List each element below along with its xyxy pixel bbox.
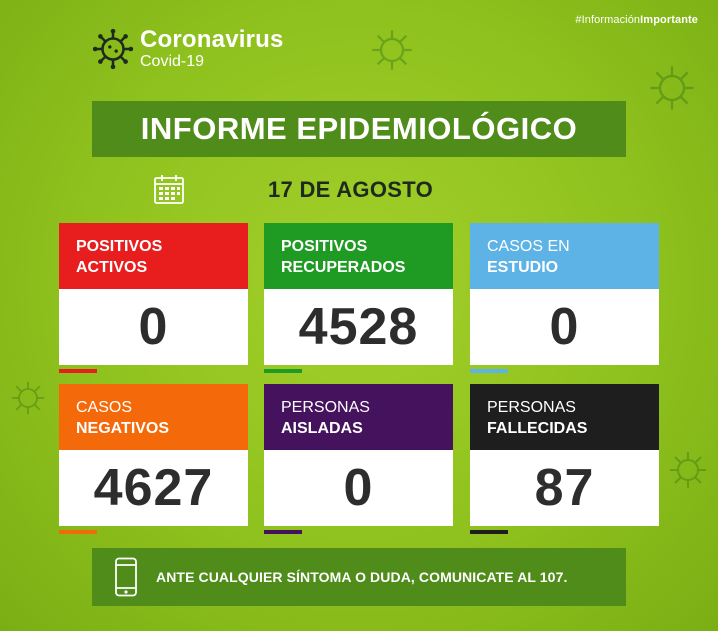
card-header — [264, 384, 453, 450]
calendar-icon — [152, 172, 186, 206]
card-positivos-activos — [59, 223, 248, 365]
card-underline — [470, 530, 508, 534]
card-positivos-recuperados — [264, 223, 453, 365]
card-label-line1: POSITIVOS — [281, 238, 368, 255]
virus-icon — [668, 450, 708, 490]
card-personas-fallecidas — [470, 384, 659, 526]
hashtag-prefix: #Información — [575, 14, 641, 26]
virus-icon — [92, 28, 134, 70]
card-label-line2: AISLADAS — [281, 420, 363, 437]
card-casos-en-estudio — [470, 223, 659, 365]
card-label-line2: RECUPERADOS — [281, 259, 406, 276]
card-underline — [59, 369, 97, 373]
date-row — [152, 172, 186, 206]
hashtag-bold: Importante — [640, 14, 698, 26]
card-value: 0 — [470, 289, 659, 365]
card-label-line1: CASOS EN — [487, 238, 570, 255]
card-personas-aisladas — [264, 384, 453, 526]
card-underline — [264, 369, 302, 373]
card-value: 0 — [59, 289, 248, 365]
brand-title: Coronavirus — [140, 26, 284, 53]
phone-icon — [114, 557, 138, 597]
card-underline — [264, 530, 302, 534]
card-value: 87 — [470, 450, 659, 526]
card-label-line2: FALLECIDAS — [487, 420, 588, 437]
footer-bar — [92, 548, 626, 606]
card-casos-negativos — [59, 384, 248, 526]
virus-icon — [10, 380, 46, 416]
card-label-line1: PERSONAS — [281, 399, 370, 416]
virus-icon — [648, 64, 696, 112]
card-value: 4627 — [59, 450, 248, 526]
card-value: 4528 — [264, 289, 453, 365]
card-label-line2: ESTUDIO — [487, 259, 559, 276]
card-header — [264, 223, 453, 289]
card-underline — [470, 369, 508, 373]
footer-text: ANTE CUALQUIER SÍNTOMA O DUDA, COMUNICATE AL 107. — [156, 569, 568, 585]
card-label-line2: NEGATIVOS — [76, 420, 170, 437]
card-header — [59, 223, 248, 289]
card-header — [470, 223, 659, 289]
brand-subtitle: Covid-19 — [140, 53, 205, 70]
hashtag — [575, 14, 698, 26]
card-label-line2: ACTIVOS — [76, 259, 148, 276]
card-value: 0 — [264, 450, 453, 526]
virus-icon — [370, 28, 414, 72]
report-title: INFORME EPIDEMIOLÓGICO — [140, 111, 578, 146]
card-header — [59, 384, 248, 450]
card-label-line1: CASOS — [76, 399, 133, 416]
card-label-line1: POSITIVOS — [76, 238, 163, 255]
card-label-line1: PERSONAS — [487, 399, 576, 416]
report-title-bar — [92, 101, 626, 157]
card-underline — [59, 530, 97, 534]
card-header — [470, 384, 659, 450]
report-date: 17 DE AGOSTO — [268, 177, 433, 202]
brand — [92, 28, 284, 70]
